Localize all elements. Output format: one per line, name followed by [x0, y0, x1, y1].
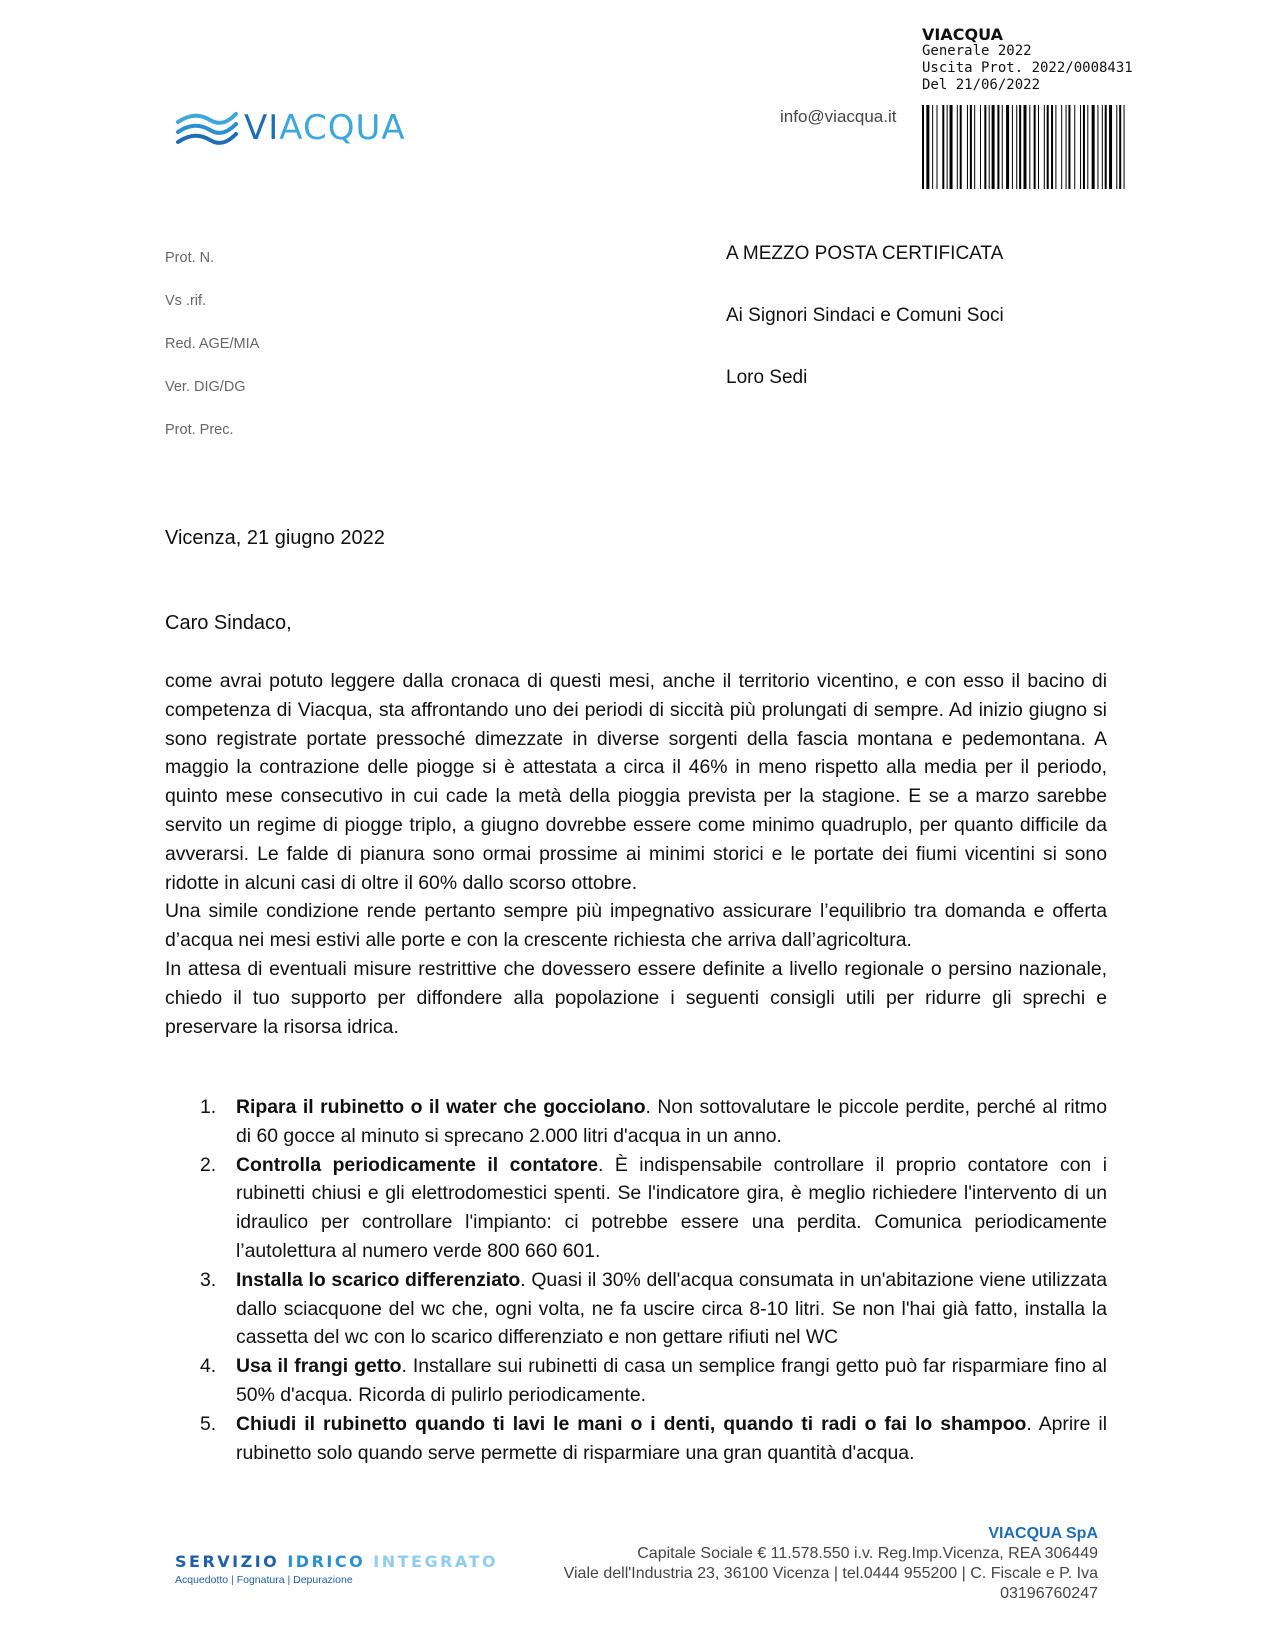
stamp-line: Generale 2022 — [922, 43, 1032, 59]
recipient: Ai Signori Sindaci e Comuni Soci — [726, 305, 1004, 326]
stamp-line: Uscita Prot. 2022/0008431 — [922, 60, 1133, 76]
paragraph: In attesa di eventuali misure restrittive che dovessero essere definite a livello regionale o persino nazionale, chiedo il tuo supporto per diffondere alla popolazione i seguenti consigli utili per ridurre gli sprechi e preservare la risorsa idrica. — [165, 957, 1107, 1038]
company-line: 03196760247 — [1000, 1585, 1098, 1602]
barcode — [922, 105, 1234, 189]
list-item: 2. Controlla periodicamente il contatore. È indispensabile controllare il proprio contatore con i rubinetti chiusi e gli elettrodomestici spenti. Se l'indicatore gira, è meglio richiedere l'intervento di un idraulico per controllare l'impianto: ci potrebbe essere una perdita. Comunica periodicamente l’autolettura al numero verde 800 660 601. — [200, 1153, 1108, 1262]
letter-body — [165, 667, 1107, 1041]
contact-email[interactable]: info@viacqua.it — [780, 107, 897, 126]
addressees — [726, 243, 1004, 429]
tip-text: . Non sottovalutare le piccole perdite, perché al ritmo di 60 gocce al minuto si sprecano 2.000 litri d'acqua in un anno. — [236, 1096, 1107, 1147]
list-item: 3. Installa lo scarico differenziato. Quasi il 30% dell'acqua consumata in un'abitazione viene utilizzata dallo sciacquone del wc che, ogni volta, ne fa uscire circa 8-10 litri. Se non l'hai già fatto, installa la cassetta del wc con lo scarico differenziato e non gettare rifiuti nel WC — [200, 1268, 1107, 1349]
tip-title: Ripara il rubinetto o il water che gocciolano — [236, 1096, 646, 1118]
viacqua-logo — [176, 108, 406, 148]
company-info — [564, 1524, 1098, 1604]
recipient-location: Loro Sedi — [726, 367, 808, 388]
delivery-method: A MEZZO POSTA CERTIFICATA — [726, 243, 1004, 264]
tip-title: Installa lo scarico differenziato — [236, 1268, 521, 1291]
stamp-org: VIACQUA — [922, 25, 1003, 44]
ref-vs-rif: Vs .rif. — [165, 293, 207, 309]
logo-wordmark: VIACQUA — [244, 108, 406, 148]
ref-prot-prec: Prot. Prec. — [165, 422, 234, 438]
service-subtitle: Acquedotto | Fognatura | Depurazione — [175, 1574, 353, 1586]
service-brand — [175, 1552, 498, 1586]
tips-list — [165, 1093, 1107, 1467]
tip-text: . Quasi il 30% dell'acqua consumata in un'abitazione viene utilizzata dallo sciacquone del wc che, ogni volta, ne fa uscire circa 8-10 litri. Se non l'hai già fatto, installa la cassetta del wc con lo scarico differenziato e non gettare rifiuti nel WC — [236, 1268, 1107, 1349]
tip-text: . È indispensabile controllare il proprio contatore con i rubinetti chiusi e gli elettrodomestici spenti. Se l'indicatore gira, è meglio richiedere l'intervento di un idraulico per controllare l'impianto: ci potrebbe essere una perdita. Comunica periodicamente l’autolettura al numero verde 800 660 601. — [236, 1153, 1108, 1262]
company-line: Capitale Sociale € 11.578.550 i.v. Reg.Imp.Vicenza, REA 306449 — [637, 1545, 1098, 1562]
paragraph: Una simile condizione rende pertanto sempre più impegnativo assicurare l’equilibrio tra domanda e offerta d’acqua nei mesi estivi alle porte e con la crescente richiesta che arriva dall’agricoltura. — [165, 900, 1107, 952]
protocol-stamp — [922, 26, 1133, 94]
list-item: 4. Usa il frangi getto. Installare sui rubinetti di casa un semplice frangi getto può far risparmiare fino al 50% d'acqua. Ricorda di pulirlo periodicamente. — [200, 1355, 1107, 1406]
reference-fields — [165, 250, 259, 465]
company-name: VIACQUA SpA — [988, 1525, 1098, 1542]
list-item: 5. Chiudi il rubinetto quando ti lavi le mani o i denti, quando ti radi o fai lo shampoo. Aprire il rubinetto solo quando serve permette di risparmiare una gran quantità d'acqua. — [200, 1412, 1107, 1464]
service-title: SERVIZIO IDRICO INTEGRATO — [175, 1552, 499, 1571]
letter-date: Vicenza, 21 giugno 2022 — [165, 527, 385, 549]
tip-title: Controlla periodicamente il contatore — [236, 1153, 598, 1176]
tip-title: Chiudi il rubinetto quando ti lavi le mani o i denti, quando ti radi o fai lo shampoo — [236, 1412, 1027, 1435]
tip-text: . Installare sui rubinetti di casa un semplice frangi getto può far risparmiare fino al 50% d'acqua. Ricorda di pulirlo periodicamente. — [236, 1355, 1107, 1406]
company-line: Viale dell'Industria 23, 36100 Vicenza | tel.0444 955200 | C. Fiscale e P. Iva — [563, 1565, 1098, 1582]
ref-prot-n: Prot. N. — [165, 250, 215, 266]
ref-red: Red. AGE/MIA — [165, 336, 260, 352]
ref-ver: Ver. DIG/DG — [165, 379, 246, 395]
tip-text: . Aprire il rubinetto solo quando serve permette di risparmiare una gran quantità d'acqua. — [236, 1412, 1107, 1464]
greeting: Caro Sindaco, — [165, 612, 292, 634]
tip-title: Usa il frangi getto — [236, 1355, 402, 1378]
paragraph: come avrai potuto leggere dalla cronaca di questi mesi, anche il territorio vicentino, e con esso il bacino di competenza di Viacqua, sta affrontando uno dei periodi di siccità più prolungati di sempre. Ad inizio giugno si sono registrate portate pressoché dimezzate in diverse sorgenti della fascia montana e pedemontana. A maggio la contrazione delle piogge si è attestata a circa il 46% in meno rispetto alla media per il periodo, quinto mese consecutivo in cui cade la metà della pioggia prevista per la stagione. E se a marzo sarebbe servito un regime di piogge triplo, a giugno dovrebbe essere come minimo quadruplo, per quanto difficile da avverarsi. Le falde di pianura sono ormai prossime ai minimi storici e le portate dei fiumi vicentini si sono ridotte in alcuni casi di oltre il 60% dallo scorso ottobre. — [165, 670, 1107, 894]
waves-icon — [176, 108, 238, 148]
list-item: 1. Ripara il rubinetto o il water che gocciolano. Non sottovalutare le piccole perdite, perché al ritmo di 60 gocce al minuto si sprecano 2.000 litri d'acqua in un anno. — [200, 1096, 1107, 1147]
stamp-line: Del 21/06/2022 — [922, 77, 1041, 93]
